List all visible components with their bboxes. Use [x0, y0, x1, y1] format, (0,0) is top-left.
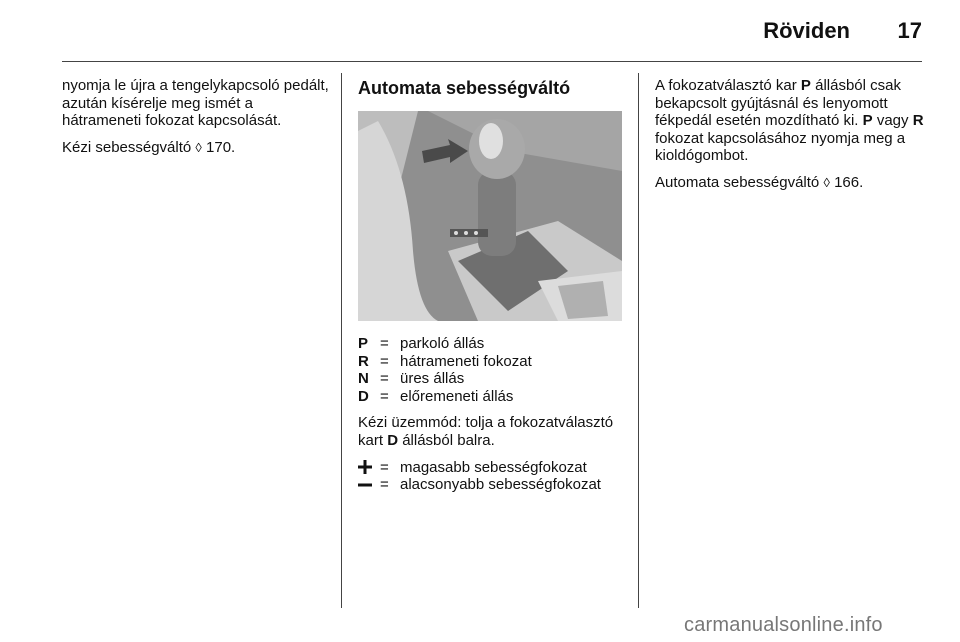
list-item	[358, 370, 626, 388]
plus-icon	[358, 459, 380, 477]
gear-selector-photo	[358, 111, 622, 321]
list-item	[358, 353, 626, 371]
list-item	[358, 388, 626, 406]
position-key: R	[358, 352, 369, 370]
list-item	[358, 476, 626, 494]
column-divider-right	[638, 73, 639, 608]
ref-text: Automata sebességváltó	[655, 173, 820, 191]
list-item	[358, 335, 626, 353]
paragraph-automatic-gearbox-ref	[655, 174, 925, 192]
paragraph-manual-gearbox-ref	[62, 139, 330, 157]
page-title: Röviden	[763, 18, 850, 43]
paragraph-reverse-gear: nyomja le újra a tengelykapcsoló pedált, azután kísérelje meg ismét a hátrameneti fokozat kapcsolását.	[62, 77, 329, 130]
text-run: állásból csak bekapcsolt gyújtásnál és lenyomott fékpedál esetén mozdítható ki.	[655, 77, 901, 130]
text-run: vagy	[876, 112, 909, 130]
gear-key: R	[912, 112, 924, 130]
column-2	[358, 77, 626, 503]
list-item	[358, 459, 626, 477]
equals-sign: =	[380, 352, 389, 370]
gear-positions-list	[358, 335, 626, 405]
position-desc: üres állás	[400, 370, 465, 388]
symbol-desc: alacsonyabb sebességfokozat	[400, 476, 601, 494]
manual-mode-key: D	[387, 431, 399, 449]
gear-key: P	[800, 77, 811, 94]
position-desc: parkoló állás	[400, 335, 485, 352]
ref-text: Kézi sebességváltó	[62, 138, 192, 156]
equals-sign: =	[380, 387, 389, 405]
header-rule	[62, 61, 922, 62]
column-1	[62, 77, 330, 165]
ref-page[interactable]: 170.	[206, 138, 236, 156]
manual-mode-paragraph	[358, 414, 626, 449]
manual-mode-list	[358, 459, 626, 494]
symbol-desc: magasabb sebességfokozat	[400, 458, 587, 476]
manual-mode-text-end: állásból balra.	[402, 431, 495, 449]
text-run: fokozat kapcsolásához nyomja meg a kioldógombot.	[655, 129, 906, 165]
watermark: carmanualsonline.info	[684, 614, 883, 636]
manual-mode-text: Kézi üzemmód: tolja a fokozatválasztó kart	[358, 414, 614, 449]
equals-sign: =	[380, 370, 389, 388]
position-desc: előremeneti állás	[400, 387, 514, 405]
equals-sign: =	[380, 476, 389, 494]
column-divider-left	[341, 73, 342, 608]
page-ref-icon: ◊	[823, 174, 830, 190]
page-number: 17	[897, 18, 922, 43]
gear-key: P	[862, 112, 873, 130]
section-heading: Automata sebességváltó	[358, 78, 571, 98]
position-desc: hátrameneti fokozat	[400, 352, 532, 370]
page-ref-icon: ◊	[195, 139, 202, 155]
column-3	[655, 77, 925, 201]
equals-sign: =	[380, 458, 389, 476]
minus-icon	[358, 476, 380, 494]
position-key: N	[358, 370, 369, 388]
ref-page[interactable]: 166.	[834, 173, 864, 191]
position-key: P	[358, 335, 369, 352]
position-key: D	[358, 387, 369, 405]
equals-sign: =	[380, 335, 389, 352]
selector-release-paragraph	[655, 77, 925, 165]
text-run: A fokozatválasztó kar	[655, 77, 797, 94]
